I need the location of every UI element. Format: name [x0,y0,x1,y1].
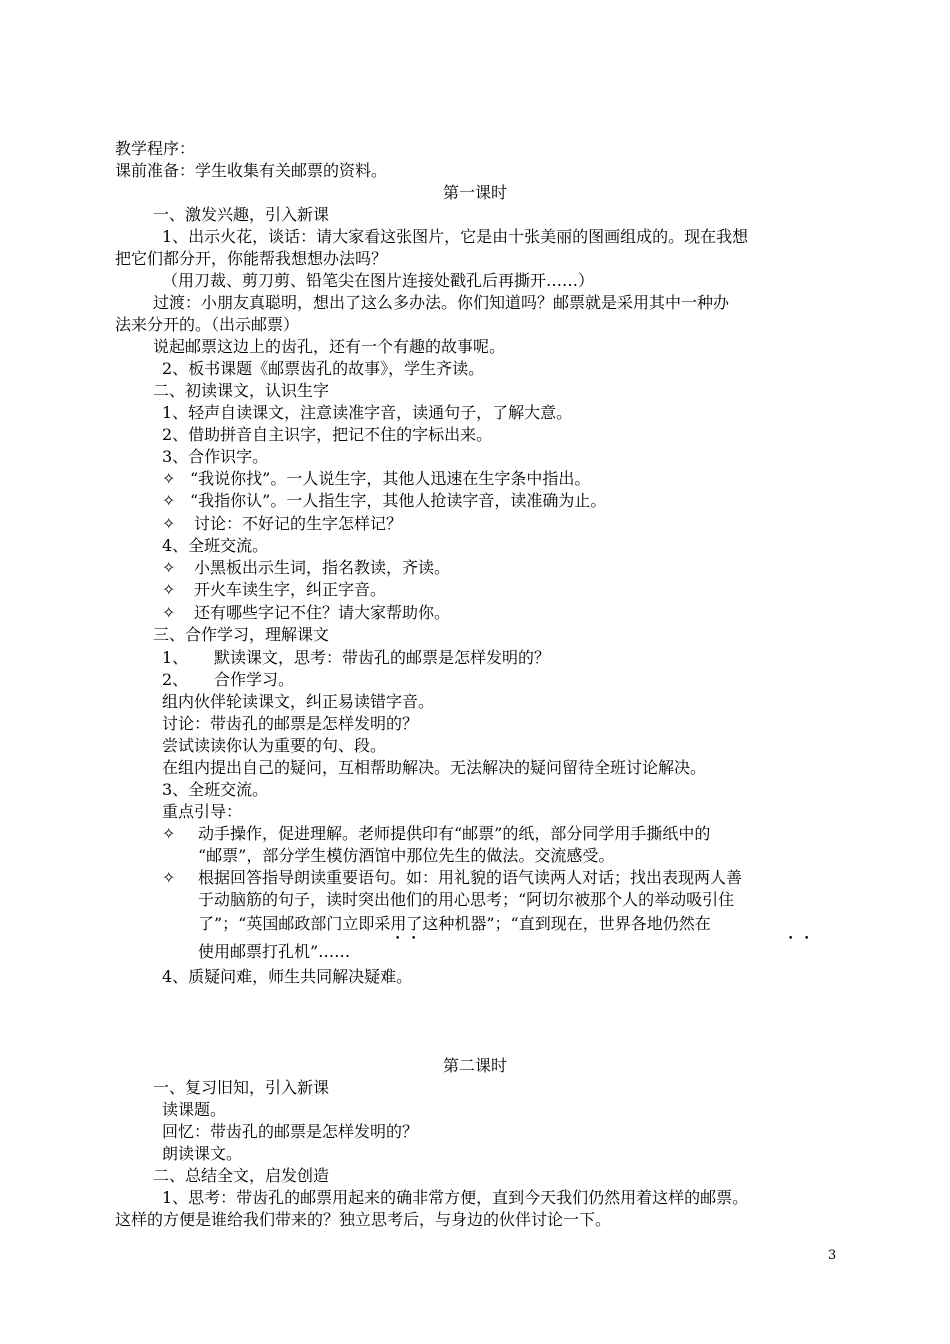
list-number: 1、 [162,648,189,667]
list-number: 2、 [162,670,189,689]
paragraph-line: 2、板书课题《邮票齿孔的故事》，学生齐读。 [162,359,485,378]
bullet-item: “我指你认”。一人指生字，其他人抢读字音，读准确为止。 [190,491,607,510]
bullet-diamond-icon: ✧ [162,558,176,577]
bullet-diamond-icon: ✧ [162,868,176,887]
paragraph-line: 过渡：小朋友真聪明，想出了这么多办法。你们知道吗？邮票就是采用其中一种办 [153,293,730,312]
paragraph-line: 法来分开的。（出示邮票） [115,315,300,334]
pre-class-prep: 课前准备：学生收集有关邮票的资料。 [115,161,388,180]
bullet-item: “我说你找”。一人说生字，其他人迅速在生字条中指出。 [190,469,591,488]
paragraph-line: 回忆：带齿孔的邮票是怎样发明的？ [162,1122,419,1141]
paragraph-line: 3、合作识字。 [162,447,269,466]
paragraph-line: 把它们都分开，你能帮我想想办法吗？ [115,249,388,268]
paragraph-line: 4、质疑问难，师生共同解决疑难。 [162,967,413,986]
bullet-diamond-icon: ✧ [162,491,176,510]
paragraph-line: 1、出示火花，谈话：请大家看这张图片，它是由十张美丽的图画组成的。现在我想 [162,227,749,246]
paragraph-line: 1、思考：带齿孔的邮票用起来的确非常方便，直到今天我们仍然用着这样的邮票。 [162,1188,749,1207]
section-heading: 一、复习旧知，引入新课 [153,1078,330,1097]
paragraph-line: 合作学习。 [214,670,295,689]
lesson-two-title: 第二课时 [442,1056,507,1075]
section-heading: 三、合作学习，理解课文 [153,625,330,644]
paragraph-line: （用刀裁、剪刀剪、铅笔尖在图片连接处戳孔后再撕开……） [162,271,595,290]
section-heading: 二、初读课文，认识生字 [153,381,330,400]
paragraph-line: 3、全班交流。 [162,780,269,799]
bullet-diamond-icon: ✧ [162,603,176,622]
paragraph-line: 2、借助拼音自主识字，把记不住的字标出来。 [162,425,493,444]
bullet-item: 还有哪些字记不住？请大家帮助你。 [194,603,451,622]
bullet-diamond-icon: ✧ [162,580,176,599]
paragraph-line: 说起邮票这边上的齿孔，还有一个有趣的故事呢。 [153,337,506,356]
paragraph-line: 1、轻声自读课文，注意读准字音，读通句子，了解大意。 [162,403,573,422]
paragraph-line: 组内伙伴轮读课文，纠正易读错字音。 [162,692,435,711]
emphasis-dot: • [395,934,401,944]
bullet-diamond-icon: ✧ [162,824,176,843]
bullet-diamond-icon: ✧ [162,514,176,533]
bullet-item: 讨论：不好记的生字怎样记？ [194,514,403,533]
bullet-item-continued: 了”；“英国邮政部门立即采用了这种机器”；“直到现在，世界各地仍然在 [198,914,711,933]
lesson-one-title: 第一课时 [442,183,507,202]
bullet-item-continued: “邮票”，部分学生模仿酒馆中那位先生的做法。交流感受。 [198,846,615,865]
bullet-diamond-icon: ✧ [162,469,176,488]
emphasis-dot: • [788,934,794,944]
bullet-item-continued: 于动脑筋的句子，读时突出他们的用心思考；“阿切尔被那个人的举动吸引住 [198,890,735,909]
bullet-item-continued: 使用邮票打孔机”…… [198,942,351,961]
paragraph-line: 这样的方便是谁给我们带来的？独立思考后，与身边的伙伴讨论一下。 [115,1210,612,1229]
section-heading: 一、激发兴趣，引入新课 [153,205,330,224]
emphasis-dot: • [411,934,417,944]
paragraph-line: 读课题。 [162,1100,227,1119]
paragraph-line: 4、全班交流。 [162,536,269,555]
paragraph-line: 朗读课文。 [162,1144,243,1163]
bullet-item: 开火车读生字，纠正字音。 [194,580,387,599]
heading-procedure: 教学程序： [115,139,196,158]
emphasis-dot: • [804,934,810,944]
bullet-item: 根据回答指导朗读重要语句。如：用礼貌的语气读两人对话；找出表现两人善 [198,868,743,887]
paragraph-line: 尝试读读你认为重要的句、段。 [162,736,387,755]
paragraph-line: 重点引导： [162,802,243,821]
paragraph-line: 讨论：带齿孔的邮票是怎样发明的？ [162,714,419,733]
paragraph-line: 在组内提出自己的疑问，互相帮助解决。无法解决的疑问留待全班讨论解决。 [162,758,707,777]
bullet-item: 动手操作，促进理解。老师提供印有“邮票”的纸，部分同学用手撕纸中的 [198,824,711,843]
paragraph-line: 默读课文，思考：带齿孔的邮票是怎样发明的？ [214,648,551,667]
bullet-item: 小黑板出示生词，指名教读，齐读。 [194,558,451,577]
section-heading: 二、总结全文，启发创造 [153,1166,330,1185]
page-number: 3 [828,1248,837,1263]
